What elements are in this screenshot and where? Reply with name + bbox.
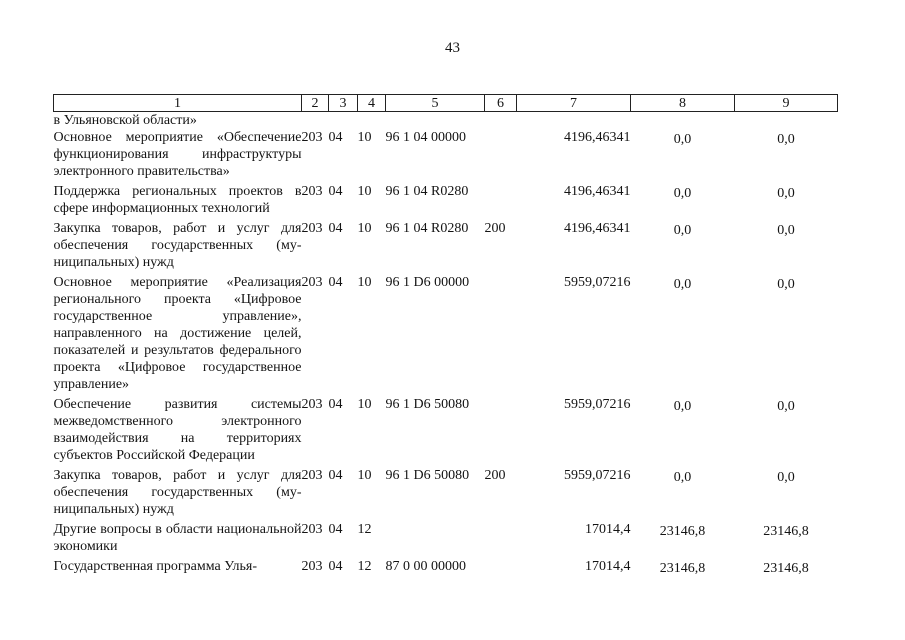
row-amount-9-value: 0,0 <box>777 399 795 414</box>
table-header-row <box>54 95 838 112</box>
row-code-2: 203 <box>301 184 323 199</box>
row-amount-7: 5959,07216 <box>564 275 631 290</box>
row-amount-8 <box>631 274 735 396</box>
row-amount-8 <box>631 558 735 580</box>
row-code-4: 10 <box>357 275 372 290</box>
row-code-2: 203 <box>301 221 323 236</box>
table-row <box>54 467 838 521</box>
row-amount-8-value: 23146,8 <box>659 524 706 539</box>
row-amount-9 <box>735 396 838 467</box>
row-amount-8 <box>631 396 735 467</box>
table-row <box>54 396 838 467</box>
row-code-4: 10 <box>357 221 372 236</box>
budget-table <box>53 94 838 580</box>
row-code-2: 203 <box>301 130 323 145</box>
row-amount-9-value: 23146,8 <box>763 524 809 539</box>
row-code-3: 04 <box>328 130 343 145</box>
row-amount-9-value: 0,0 <box>777 132 795 147</box>
row-amount-8-value: 0,0 <box>673 470 692 485</box>
row-code-3: 04 <box>328 559 343 574</box>
row-name: Закупка товаров, работ и услуг для обеспечения государственных (муниципальных) нужд <box>53 221 302 270</box>
row-code-5 <box>386 521 485 558</box>
row-amount-8-value: 0,0 <box>673 186 692 201</box>
row-code-2: 203 <box>301 275 323 290</box>
row-code-6 <box>485 521 517 558</box>
column-header-3: 3 <box>329 95 358 112</box>
row-code-6 <box>485 183 517 220</box>
row-amount-9 <box>735 521 838 558</box>
page-number: 43 <box>445 40 460 56</box>
row-code-6 <box>485 558 517 580</box>
row-code-4: 12 <box>357 559 372 574</box>
column-header-2: 2 <box>302 95 329 112</box>
row-code-5: 96 1 D6 50080 <box>385 468 470 483</box>
row-code-5: 96 1 04 R0280 <box>385 184 469 199</box>
row-amount-9 <box>735 220 838 274</box>
column-header-6: 6 <box>485 95 517 112</box>
row-code-3: 04 <box>328 397 343 412</box>
row-code-6 <box>485 274 517 396</box>
row-name: Другие вопросы в области национальной экономики <box>53 522 302 554</box>
row-code-3: 04 <box>328 522 343 537</box>
row-name: Государственная программа Улья- <box>53 559 257 574</box>
row-code-5: 96 1 04 00000 <box>385 130 466 145</box>
row-code-2: 203 <box>301 397 323 412</box>
column-header-4: 4 <box>358 95 386 112</box>
row-code-3: 04 <box>328 275 343 290</box>
row-code-4: 10 <box>357 184 372 199</box>
row-amount-8-value: 0,0 <box>673 223 692 238</box>
row-amount-7: 5959,07216 <box>564 468 631 483</box>
table-row <box>54 129 838 183</box>
table-row <box>54 558 838 580</box>
row-code-3: 04 <box>328 468 343 483</box>
row-name: Обеспечение развития системы межведомственного электронного взаимодействия на территориях субъектов Российской Федерации <box>53 397 302 463</box>
row-code-5: 87 0 00 00000 <box>385 559 466 574</box>
row-amount-7: 4196,46341 <box>564 184 631 199</box>
continuation-text: в Ульяновской области» <box>53 113 197 128</box>
table-row <box>54 274 838 396</box>
row-amount-7: 17014,4 <box>585 559 631 574</box>
row-code-6: 200 <box>484 468 506 483</box>
row-code-2: 203 <box>301 559 323 574</box>
row-code-5: 96 1 04 R0280 <box>385 221 469 236</box>
row-code-5: 96 1 D6 50080 <box>385 397 470 412</box>
row-name: Основное мероприятие «Реализация регионального проекта «Цифровое государственное управление», направленного на достижение целей, показателей и результатов федерального проекта «Цифровое государственное управление» <box>53 275 302 392</box>
row-code-6 <box>485 129 517 183</box>
row-amount-7: 17014,4 <box>585 522 631 537</box>
row-amount-8 <box>631 183 735 220</box>
table-row <box>54 220 838 274</box>
column-header-9: 9 <box>735 95 838 112</box>
row-amount-7: 4196,46341 <box>564 221 631 236</box>
row-code-4: 12 <box>357 522 372 537</box>
row-amount-9-value: 23146,8 <box>763 561 809 576</box>
row-code-4: 10 <box>357 468 372 483</box>
column-header-7: 7 <box>517 95 631 112</box>
row-name: Закупка товаров, работ и услуг для обеспечения государственных (муниципальных) нужд <box>53 468 302 517</box>
column-header-1: 1 <box>54 95 302 112</box>
row-amount-9-value: 0,0 <box>777 223 795 238</box>
row-amount-7: 5959,07216 <box>564 397 631 412</box>
table-row <box>54 521 838 558</box>
row-code-5: 96 1 D6 00000 <box>385 275 470 290</box>
row-name: Поддержка региональных проектов в сфере информационных технологий <box>53 184 302 216</box>
row-code-2: 203 <box>301 468 323 483</box>
row-code-6: 200 <box>484 221 506 236</box>
row-name: Основное мероприятие «Обеспечение функционирования инфраструктуры электронного правительства» <box>53 130 302 179</box>
row-code-3: 04 <box>328 221 343 236</box>
row-amount-9 <box>735 467 838 521</box>
column-header-5: 5 <box>386 95 485 112</box>
row-amount-9-value: 0,0 <box>777 186 795 201</box>
row-amount-7: 4196,46341 <box>564 130 631 145</box>
row-amount-8-value: 0,0 <box>673 277 692 292</box>
row-amount-9 <box>735 558 838 580</box>
row-amount-8 <box>631 129 735 183</box>
row-amount-9 <box>735 183 838 220</box>
table-row <box>54 183 838 220</box>
row-amount-8-value: 23146,8 <box>659 561 706 576</box>
row-code-2: 203 <box>301 522 323 537</box>
row-code-3: 04 <box>328 184 343 199</box>
row-amount-9-value: 0,0 <box>777 277 795 292</box>
row-amount-8 <box>631 220 735 274</box>
row-code-4: 10 <box>357 397 372 412</box>
row-amount-8-value: 0,0 <box>673 132 692 147</box>
row-amount-9 <box>735 129 838 183</box>
row-amount-8 <box>631 521 735 558</box>
row-amount-8 <box>631 467 735 521</box>
row-amount-9-value: 0,0 <box>777 470 795 485</box>
row-amount-8-value: 0,0 <box>673 399 692 414</box>
row-code-4: 10 <box>357 130 372 145</box>
continuation-row <box>54 112 838 130</box>
row-code-6 <box>485 396 517 467</box>
row-amount-9 <box>735 274 838 396</box>
column-header-8: 8 <box>631 95 735 112</box>
